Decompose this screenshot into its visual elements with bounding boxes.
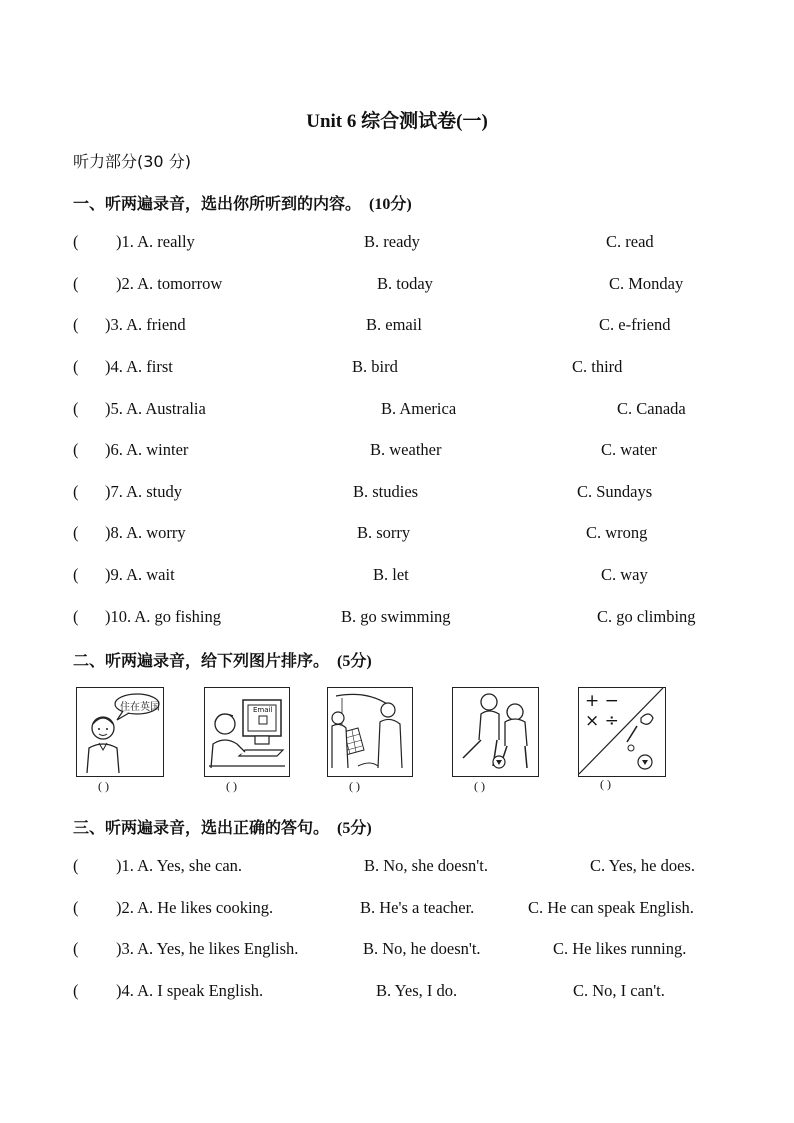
option-c: C. wrong xyxy=(586,523,648,542)
option-a: )3. A. friend xyxy=(105,315,186,334)
s1-question-3 xyxy=(0,315,794,337)
option-b: B. No, he doesn't. xyxy=(363,939,481,958)
answer-paren[interactable]: ( xyxy=(73,523,79,542)
option-b: B. let xyxy=(373,565,409,584)
option-c: C. Sundays xyxy=(577,482,653,501)
answer-paren[interactable]: ( xyxy=(73,856,79,875)
option-a: )4. A. I speak English. xyxy=(116,981,264,1000)
section3-heading-text: 三、听两遍录音，选出正确的答句。 xyxy=(73,818,330,837)
option-c: C. e-friend xyxy=(599,315,671,334)
listening-part-label: 听力部分(30 分) xyxy=(73,152,191,171)
s1-question-1 xyxy=(0,232,794,254)
speech-bubble-text: 住在英国 xyxy=(120,702,160,713)
picture-boy-speaking xyxy=(76,687,164,777)
option-b: B. weather xyxy=(370,440,442,459)
option-b: B. He's a teacher. xyxy=(360,898,475,917)
option-a: )3. A. Yes, he likes English. xyxy=(116,939,299,958)
option-b: B. America xyxy=(381,399,457,418)
option-b: B. today xyxy=(377,274,433,293)
option-b: B. go swimming xyxy=(341,607,451,626)
picture-3-answer-blank[interactable]: ( ) xyxy=(349,779,360,793)
computer-illustration xyxy=(205,688,288,775)
option-c: C. Yes, he does. xyxy=(590,856,695,875)
option-a: )6. A. winter xyxy=(105,440,189,459)
option-b: B. No, she doesn't. xyxy=(364,856,488,875)
s3-question-2 xyxy=(0,898,794,920)
math-symbols: + − × ÷ xyxy=(585,691,619,731)
s3-question-3 xyxy=(0,939,794,961)
option-c: C. way xyxy=(601,565,648,584)
option-c: C. read xyxy=(606,232,654,251)
option-a: )9. A. wait xyxy=(105,565,175,584)
section2-heading-text: 二、听两遍录音，给下列图片排序。 xyxy=(73,651,330,670)
option-c: C. Canada xyxy=(617,399,686,418)
option-a: )1. A. really xyxy=(116,232,195,251)
picture-4-answer-blank[interactable]: ( ) xyxy=(474,779,485,793)
answer-paren[interactable]: ( xyxy=(73,607,79,626)
option-a: )8. A. worry xyxy=(105,523,186,542)
s1-question-4 xyxy=(0,357,794,379)
section2-heading xyxy=(73,648,372,671)
option-a: )2. A. tomorrow xyxy=(116,274,223,293)
s1-question-10 xyxy=(0,607,794,629)
option-a: )7. A. study xyxy=(105,482,183,501)
option-b: B. email xyxy=(366,315,422,334)
s1-question-8 xyxy=(0,523,794,545)
picture-computer-email xyxy=(204,687,290,777)
option-a: )1. A. Yes, she can. xyxy=(116,856,243,875)
option-b: B. Yes, I do. xyxy=(376,981,458,1000)
option-a: )10. A. go fishing xyxy=(105,607,221,626)
answer-paren[interactable]: ( xyxy=(73,482,79,501)
s3-question-1 xyxy=(0,856,794,878)
answer-paren[interactable]: ( xyxy=(73,981,79,1000)
fishing-illustration xyxy=(328,688,411,775)
s1-question-2 xyxy=(0,274,794,296)
option-b: B. ready xyxy=(364,232,420,251)
option-b: B. bird xyxy=(352,357,398,376)
section2-points: (5分) xyxy=(337,653,372,670)
s1-question-6 xyxy=(0,440,794,462)
answer-paren[interactable]: ( xyxy=(73,357,79,376)
section1-heading xyxy=(73,191,412,214)
football-illustration xyxy=(453,688,537,775)
picture-5-answer-blank[interactable]: ( ) xyxy=(600,777,611,791)
option-c: C. No, I can't. xyxy=(573,981,665,1000)
option-c: C. water xyxy=(601,440,657,459)
answer-paren[interactable]: ( xyxy=(73,274,79,293)
option-c: C. He likes running. xyxy=(553,939,687,958)
s1-question-9 xyxy=(0,565,794,587)
option-b: B. studies xyxy=(353,482,419,501)
computer-screen-text: Email xyxy=(253,706,273,714)
option-c: C. third xyxy=(572,357,623,376)
section3-points: (5分) xyxy=(337,820,372,837)
picture-2-answer-blank[interactable]: ( ) xyxy=(226,779,237,793)
answer-paren[interactable]: ( xyxy=(73,565,79,584)
picture-football xyxy=(452,687,539,777)
option-a: )5. A. Australia xyxy=(105,399,206,418)
page-title: Unit 6 综合测试卷(一) xyxy=(306,111,488,132)
option-b: B. sorry xyxy=(357,523,411,542)
section1-points: (10分) xyxy=(369,196,412,213)
picture-fishing xyxy=(327,687,413,777)
option-c: C. go climbing xyxy=(597,607,696,626)
answer-paren[interactable]: ( xyxy=(73,898,79,917)
option-a: )2. A. He likes cooking. xyxy=(116,898,274,917)
answer-paren[interactable]: ( xyxy=(73,315,79,334)
picture-subjects xyxy=(578,687,666,777)
picture-1-answer-blank[interactable]: ( ) xyxy=(98,779,109,793)
option-a: )4. A. first xyxy=(105,357,173,376)
s1-question-5 xyxy=(0,399,794,421)
answer-paren[interactable]: ( xyxy=(73,232,79,251)
section1-heading-text: 一、听两遍录音，选出你所听到的内容。 xyxy=(73,194,362,213)
option-c: C. Monday xyxy=(609,274,684,293)
answer-paren[interactable]: ( xyxy=(73,939,79,958)
s3-question-4 xyxy=(0,981,794,1003)
answer-paren[interactable]: ( xyxy=(73,440,79,459)
s1-question-7 xyxy=(0,482,794,504)
answer-paren[interactable]: ( xyxy=(73,399,79,418)
section3-heading xyxy=(73,815,372,838)
option-c: C. He can speak English. xyxy=(528,898,694,917)
